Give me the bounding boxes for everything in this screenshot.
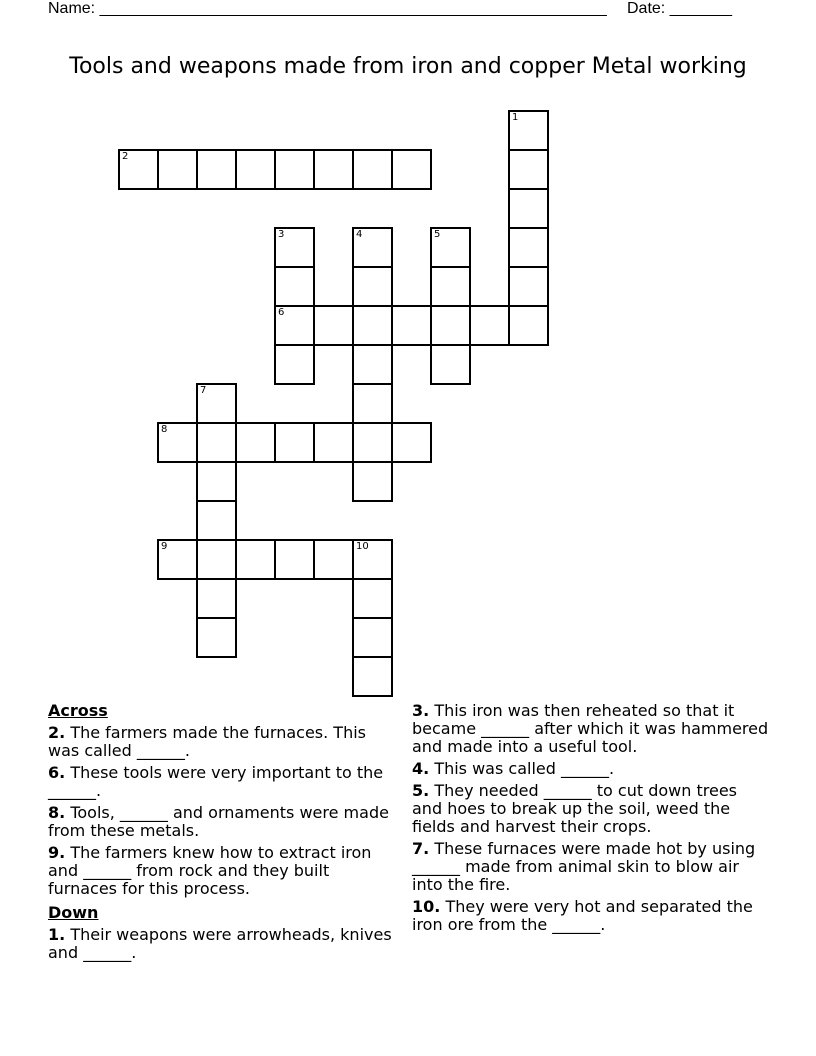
grid-cell[interactable]: [508, 305, 549, 346]
grid-cell[interactable]: [157, 149, 198, 190]
grid-cell[interactable]: [430, 344, 471, 385]
grid-cell[interactable]: [352, 656, 393, 697]
clue-down-4: 4. This was called ______.: [412, 759, 615, 778]
grid-cell[interactable]: [196, 422, 237, 463]
grid-cell[interactable]: [352, 422, 393, 463]
grid-cell[interactable]: [196, 149, 237, 190]
clue-down-10: 10. They were very hot and separated the iron ore from the ______.: [412, 897, 753, 934]
cell-number: 8: [161, 424, 168, 435]
grid-cell[interactable]: [196, 500, 237, 541]
grid-cell[interactable]: [352, 461, 393, 502]
grid-cell[interactable]: [274, 344, 315, 385]
cell-number: 2: [122, 151, 129, 162]
clue-down-3: 3. This iron was then reheated so that it became ______ after which it was hammered and made into a useful tool.: [412, 701, 769, 756]
down-heading: Down: [48, 903, 99, 922]
grid-cell[interactable]: [274, 266, 315, 307]
clues-left-column: [48, 702, 393, 966]
grid-cell[interactable]: [313, 149, 354, 190]
grid-cell[interactable]: [274, 149, 315, 190]
grid-cell[interactable]: [508, 188, 549, 229]
clue-across-8: 8. Tools, ______ and ornaments were made from these metals.: [48, 803, 389, 840]
grid-cell[interactable]: [352, 383, 393, 424]
grid-cell[interactable]: [352, 305, 393, 346]
grid-cell[interactable]: [430, 305, 471, 346]
cell-number: 6: [278, 307, 285, 318]
grid-cell[interactable]: [196, 578, 237, 619]
grid-cell[interactable]: [196, 617, 237, 658]
grid-cell[interactable]: [352, 617, 393, 658]
clue-across-6: 6. These tools were very important to the ______.: [48, 763, 384, 800]
grid-cell[interactable]: [313, 305, 354, 346]
name-line: Name: _________________________________________________________: [48, 0, 607, 17]
grid-cell[interactable]: [157, 422, 198, 463]
cell-number: 9: [161, 541, 168, 552]
clue-down-7: 7. These furnaces were made hot by using ______ made from animal skin to blow air into the fire.: [412, 839, 756, 894]
grid-cell[interactable]: [391, 149, 432, 190]
grid-cell[interactable]: [157, 539, 198, 580]
grid-cell[interactable]: [391, 422, 432, 463]
cell-number: 5: [434, 229, 441, 240]
grid-cell[interactable]: [196, 539, 237, 580]
grid-cell[interactable]: [274, 227, 315, 268]
grid-cell[interactable]: [352, 578, 393, 619]
grid-cell[interactable]: [430, 227, 471, 268]
grid-cell[interactable]: [235, 539, 276, 580]
cell-number: 3: [278, 229, 285, 240]
clue-down-5: 5. They needed ______ to cut down trees and hoes to break up the soil, weed the fields and harvest their crops.: [412, 781, 738, 836]
grid-cell[interactable]: [235, 422, 276, 463]
cell-number: 7: [200, 385, 207, 396]
grid-cell[interactable]: [469, 305, 510, 346]
grid-cell[interactable]: [352, 149, 393, 190]
grid-cell[interactable]: [313, 422, 354, 463]
grid-cell[interactable]: [274, 422, 315, 463]
grid-cell[interactable]: [235, 149, 276, 190]
grid-cell[interactable]: [508, 227, 549, 268]
grid-cell[interactable]: [352, 227, 393, 268]
grid-cell[interactable]: [508, 110, 549, 151]
cell-number: 4: [356, 229, 363, 240]
grid-cell[interactable]: [430, 266, 471, 307]
cell-number: 10: [356, 541, 369, 552]
grid-cell[interactable]: [352, 539, 393, 580]
grid-cell[interactable]: [391, 305, 432, 346]
grid-cell[interactable]: [274, 305, 315, 346]
date-line: Date: _______: [627, 0, 732, 17]
clue-across-9: 9. The farmers knew how to extract iron and ______ from rock and they built furnaces for this process.: [48, 843, 372, 898]
grid-cell[interactable]: [118, 149, 159, 190]
grid-cell[interactable]: [196, 461, 237, 502]
grid-cell[interactable]: [196, 383, 237, 424]
grid-cell[interactable]: [274, 539, 315, 580]
clue-down-1: 1. Their weapons were arrowheads, knives and ______.: [48, 925, 392, 962]
across-heading: Across: [48, 701, 108, 720]
page-title: Tools and weapons made from iron and copper Metal working: [69, 54, 747, 79]
grid-cell[interactable]: [313, 539, 354, 580]
cell-number: 1: [512, 112, 519, 123]
clues-right-column: [412, 702, 772, 938]
grid-cell[interactable]: [352, 344, 393, 385]
clue-across-2: 2. The farmers made the furnaces. This was called ______.: [48, 723, 366, 760]
grid-cell[interactable]: [508, 266, 549, 307]
grid-cell[interactable]: [352, 266, 393, 307]
grid-cell[interactable]: [508, 149, 549, 190]
